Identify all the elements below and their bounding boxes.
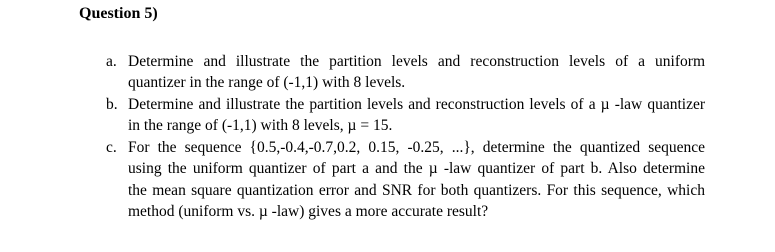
item-letter: c. xyxy=(106,139,117,156)
item-letter: b. xyxy=(106,96,118,113)
item-text-line: Determine and illustrate the partition levels and reconstruction levels of a uniform xyxy=(128,53,705,70)
question-title: Question 5) xyxy=(79,5,158,22)
item-text-line: the mean square quantization error and SNR for both quantizers. For this sequence, which xyxy=(128,182,705,199)
item-text-line: method (uniform vs. µ -law) gives a more accurate result? xyxy=(128,203,489,220)
item-letter: a. xyxy=(106,53,117,70)
item-text-line: using the uniform quantizer of part a and the µ -law quantizer of part b. Also determine xyxy=(128,160,705,177)
item-text-line: in the range of (-1,1) with 8 levels, µ = 15. xyxy=(128,117,393,134)
item-text-line: For the sequence {0.5,-0.4,-0.7,0.2, 0.15, -0.25, ...}, determine the quantized sequence xyxy=(128,139,705,156)
item-text-line: quantizer in the range of (-1,1) with 8 levels. xyxy=(128,74,406,91)
item-text-line: Determine and illustrate the partition levels and reconstruction levels of a µ -law quantizer xyxy=(128,96,705,113)
